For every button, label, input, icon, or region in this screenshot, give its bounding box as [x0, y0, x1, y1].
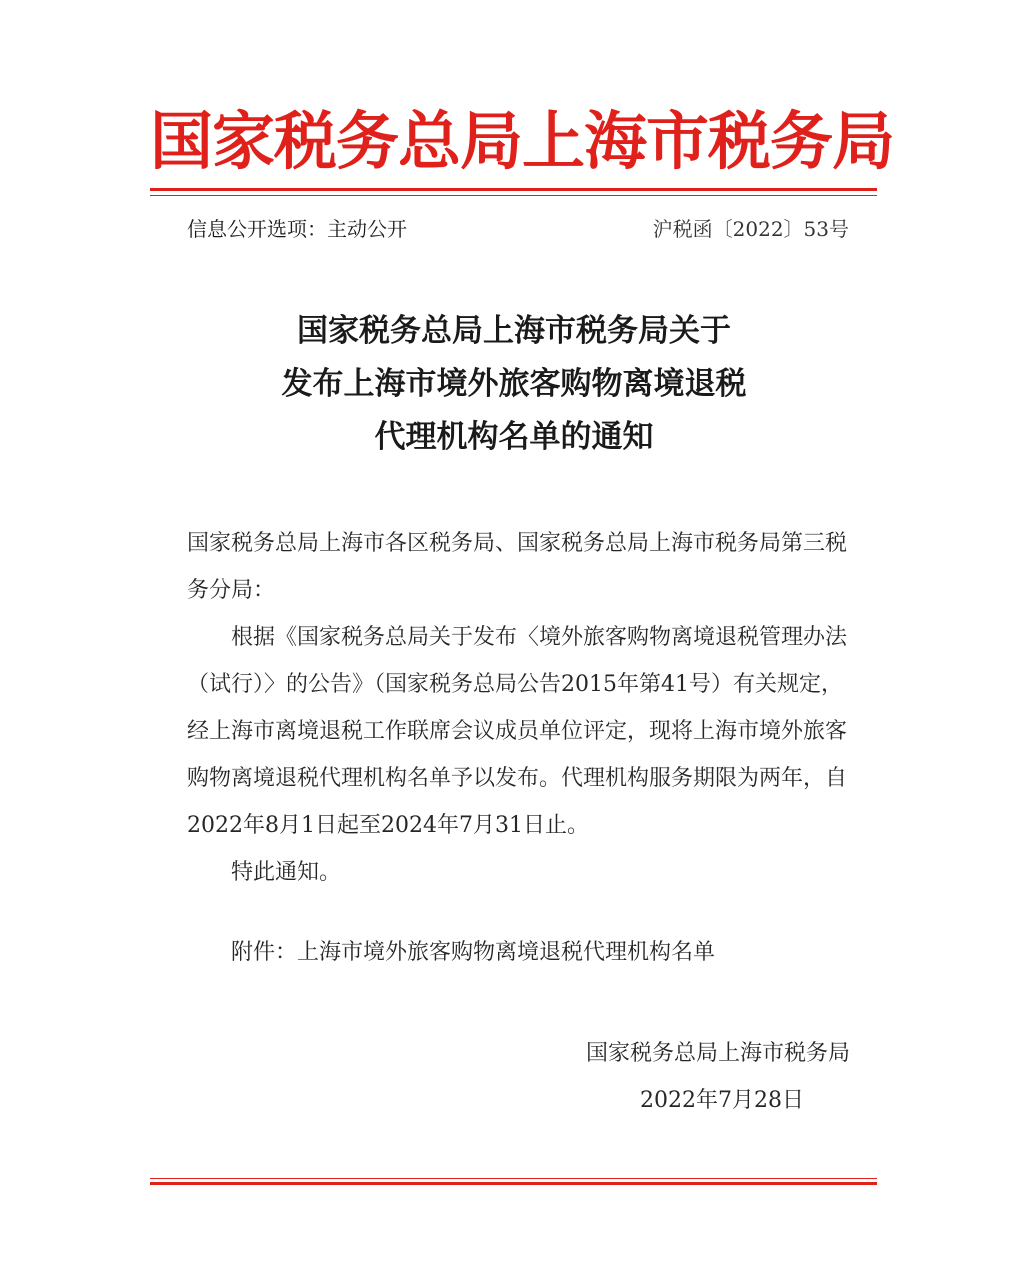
- document-number: 沪税函〔2022〕53号: [652, 217, 849, 241]
- addressee: 国家税务总局上海市各区税务局、国家税务总局上海市税务局第三税务分局：: [187, 531, 848, 603]
- bottom-red-rule-thin: [150, 1178, 877, 1179]
- title-line: 代理机构名单的通知: [374, 419, 654, 455]
- masthead-title: 国家税务总局上海市税务局: [150, 104, 894, 178]
- disclosure-option: 信息公开选项：主动公开: [187, 217, 407, 241]
- top-red-rule-thick: [150, 188, 877, 191]
- signature-block: [540, 1030, 850, 1124]
- closing-remark: 特此通知。: [231, 860, 342, 885]
- top-red-rule-thin: [150, 195, 877, 196]
- document-body: [187, 520, 855, 976]
- main-paragraph: 根据《国家税务总局关于发布〈境外旅客购物离境退税管理办法（试行）〉的公告》（国家税务总局公告2015年第41号）有关规定，经上海市离境退税工作联席会议成员单位评定，现将上海市境外旅客购物离境退税代理机构名单予以发布。代理机构服务期限为两年，自2022年8月1日起至2024年7月31日止。: [187, 625, 848, 838]
- title-line: 发布上海市境外旅客购物离境退税: [281, 366, 747, 402]
- document-meta-row: [187, 212, 849, 246]
- document-title: [150, 305, 878, 464]
- attachment-note: 附件：上海市境外旅客购物离境退税代理机构名单: [231, 940, 716, 965]
- issuing-organization: 国家税务总局上海市税务局: [585, 1041, 850, 1066]
- bottom-red-rule-thick: [150, 1182, 877, 1185]
- issue-date: 2022年7月28日: [640, 1088, 804, 1113]
- title-line: 国家税务总局上海市税务局关于: [297, 313, 731, 349]
